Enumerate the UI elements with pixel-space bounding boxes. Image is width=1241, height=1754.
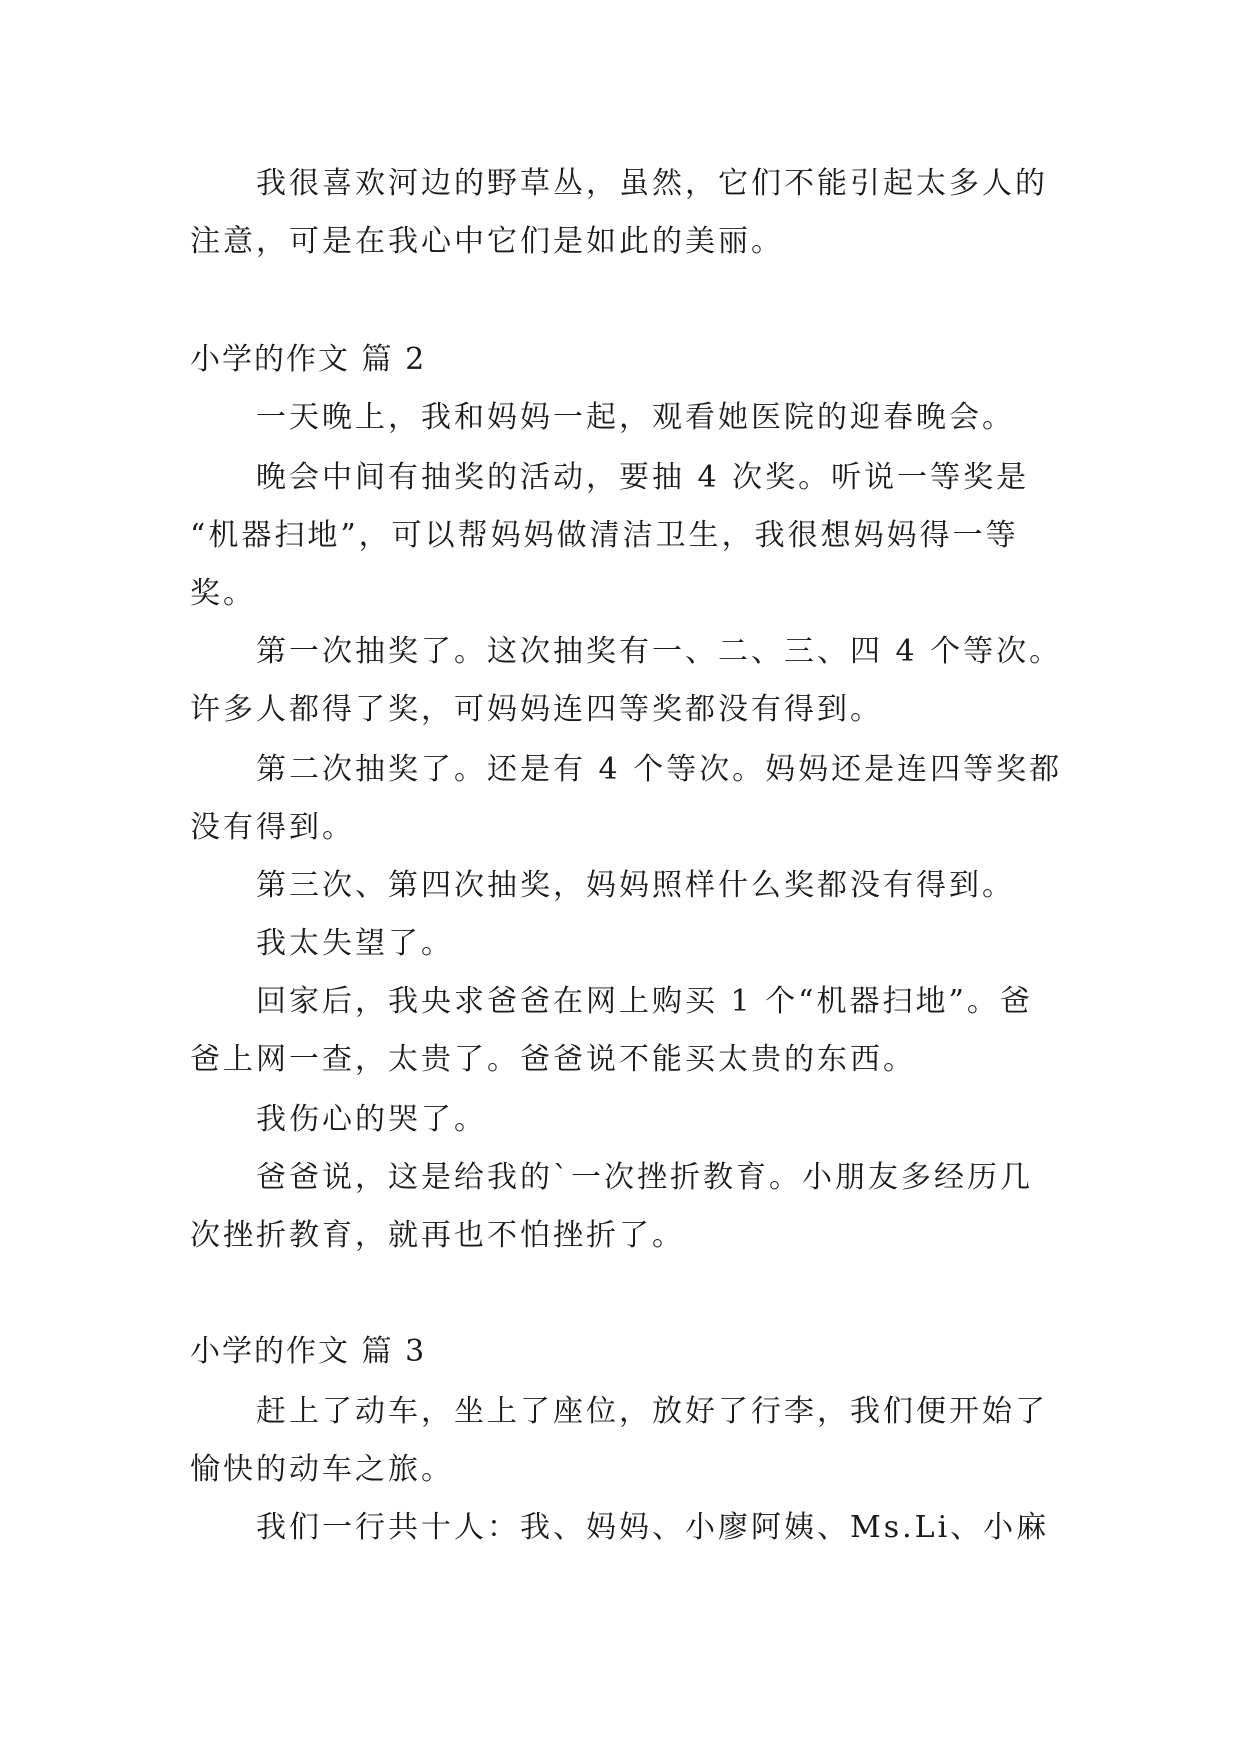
paragraph-line: 愉快的动车之旅。 — [190, 1452, 454, 1487]
paragraph-line: 许多人都得了奖，可妈妈连四等奖都没有得到。 — [190, 692, 883, 727]
paragraph-line: 次挫折教育，就再也不怕挫折了。 — [190, 1218, 685, 1253]
section-heading: 小学的作文 篇 2 — [190, 342, 427, 377]
paragraph-line: 晚会中间有抽奖的活动，要抽 4 次奖。听说一等奖是 — [256, 460, 1030, 495]
paragraph-line: “机器扫地”，可以帮妈妈做清洁卫生，我很想妈妈得一等 — [190, 518, 1019, 553]
paragraph-line: 爸爸说，这是给我的`一次挫折教育。小朋友多经历几 — [256, 1160, 1033, 1195]
paragraph-line: 没有得到。 — [190, 810, 355, 845]
paragraph-line: 我很喜欢河边的野草丛，虽然，它们不能引起太多人的 — [256, 166, 1048, 201]
paragraph-line: 我们一行共十人：我、妈妈、小廖阿姨、Ms.Li、小麻 — [256, 1510, 1050, 1545]
paragraph-line: 注意，可是在我心中它们是如此的美丽。 — [190, 224, 784, 259]
paragraph-line: 第三次、第四次抽奖，妈妈照样什么奖都没有得到。 — [256, 868, 1015, 903]
paragraph-line: 第二次抽奖了。还是有 4 个等次。妈妈还是连四等奖都 — [256, 752, 1063, 787]
paragraph-line: 赶上了动车，坐上了座位，放好了行李，我们便开始了 — [256, 1394, 1048, 1429]
paragraph-line: 我伤心的哭了。 — [256, 1102, 487, 1137]
paragraph-line: 一天晚上，我和妈妈一起，观看她医院的迎春晚会。 — [256, 400, 1015, 435]
paragraph-line: 我太失望了。 — [256, 926, 454, 961]
paragraph-line: 爸上网一查，太贵了。爸爸说不能买太贵的东西。 — [190, 1042, 916, 1077]
paragraph-line: 回家后，我央求爸爸在网上购买 1 个“机器扫地”。爸 — [256, 984, 1033, 1019]
paragraph-line: 奖。 — [190, 576, 256, 611]
paragraph-line: 第一次抽奖了。这次抽奖有一、二、三、四 4 个等次。 — [256, 634, 1063, 669]
section-heading: 小学的作文 篇 3 — [190, 1334, 427, 1369]
